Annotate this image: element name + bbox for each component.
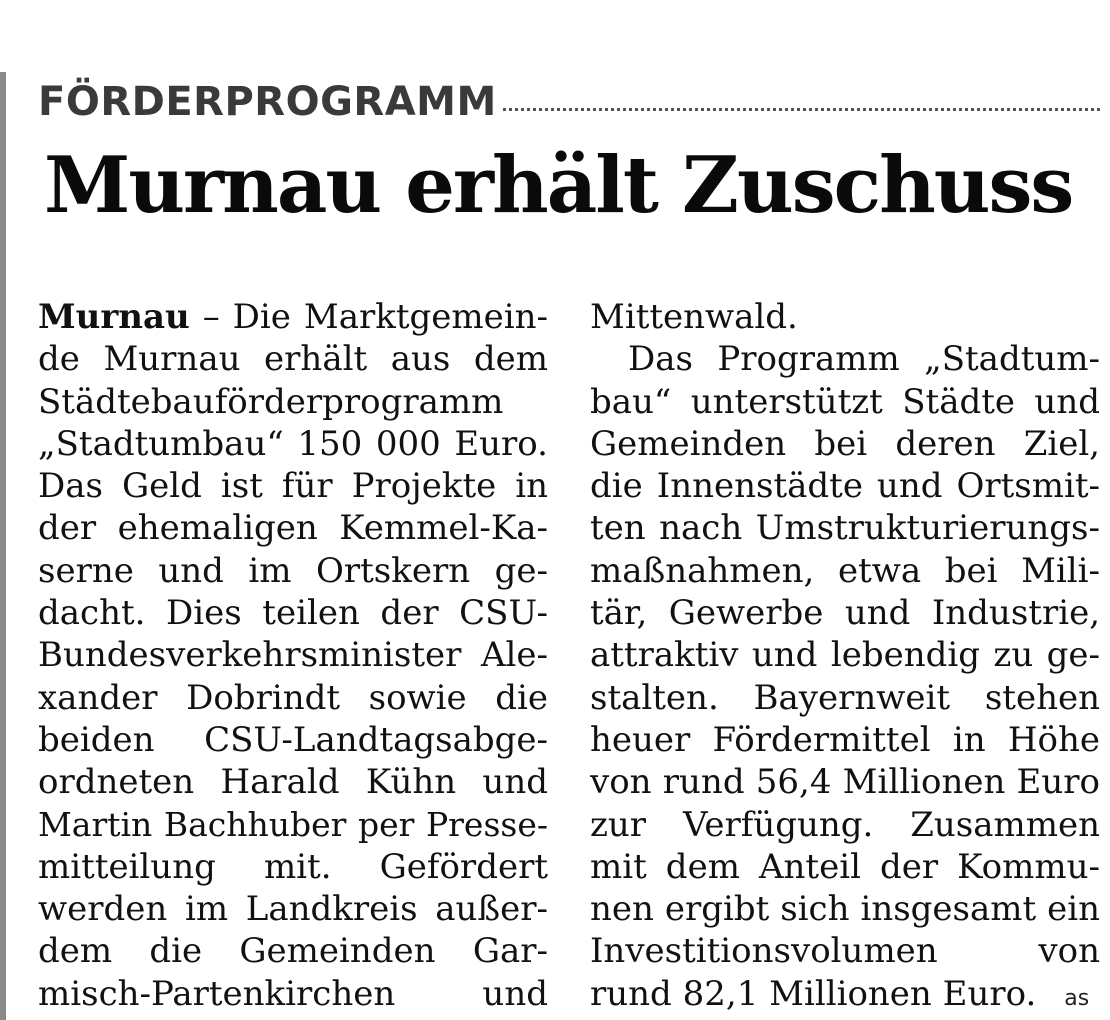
article-line: „Stadtumbau“ 150 000 Euro. bbox=[38, 423, 548, 464]
article-line: heuer Fördermittel in Höhe bbox=[590, 719, 1100, 760]
article-line: bau“ unterstützt Städte und bbox=[590, 381, 1100, 422]
article-line: von rund 56,4 Millionen Euro bbox=[590, 762, 1100, 803]
author-initials: as bbox=[1064, 985, 1090, 1011]
article-line: zur Verfügung. Zusammen bbox=[590, 804, 1100, 845]
article-line: attraktiv und lebendig zu ge- bbox=[590, 635, 1100, 676]
article-line: nen ergibt sich insgesamt ein bbox=[590, 889, 1100, 930]
article-line: xander Dobrindt sowie die bbox=[38, 677, 548, 718]
article-line: stalten. Bayernweit stehen bbox=[590, 677, 1100, 718]
article-line: Martin Bachhuber per Presse- bbox=[38, 804, 548, 844]
article-line: mit dem Anteil der Kommu- bbox=[590, 846, 1100, 887]
article-line: maßnahmen, etwa bei Mili- bbox=[590, 550, 1100, 591]
article-line: Das Programm „Stadtum- bbox=[628, 339, 1100, 380]
line-text: rund 82,1 Millionen Euro. bbox=[590, 973, 1037, 1014]
article-line: Das Geld ist für Projekte in bbox=[38, 466, 548, 507]
kicker: FÖRDERPROGRAMM bbox=[38, 79, 497, 125]
article-line: beiden CSU-Landtagsabge- bbox=[38, 719, 548, 760]
left-margin-rule bbox=[0, 72, 6, 1020]
article-line: der ehemaligen Kemmel-Ka- bbox=[38, 508, 548, 549]
article-line: werden im Landkreis außer- bbox=[38, 889, 548, 930]
article-line: Städtebauförderprogramm bbox=[38, 381, 504, 422]
article-line bbox=[590, 973, 1100, 1015]
kicker-row bbox=[38, 78, 1100, 126]
article-line: Bundesverkehrsminister Ale- bbox=[38, 635, 548, 676]
article-line: de Murnau erhält aus dem bbox=[38, 339, 548, 380]
headline: Murnau erhält Zuschuss bbox=[44, 140, 1073, 231]
article-line: ordneten Harald Kühn und bbox=[38, 762, 548, 803]
article-line: Gemeinden bei deren Ziel, bbox=[590, 423, 1100, 464]
article-line: misch-Partenkirchen und bbox=[38, 973, 548, 1014]
article-column-right bbox=[590, 296, 1100, 1015]
article-line: Mittenwald. bbox=[590, 297, 798, 337]
article-line: dem die Gemeinden Gar- bbox=[38, 931, 548, 972]
article-line bbox=[38, 296, 548, 338]
line-text: – Die Marktgemein- bbox=[202, 297, 548, 337]
article-line: die Innenstädte und Ortsmit- bbox=[590, 466, 1100, 507]
kicker-dotted-rule bbox=[503, 108, 1100, 111]
article-line: serne und im Ortskern ge- bbox=[38, 550, 548, 591]
article-line: tär, Gewerbe und Industrie, bbox=[590, 593, 1100, 634]
article-line: mitteilung mit. Gefördert bbox=[38, 846, 548, 887]
article-line: Investitionsvolumen von bbox=[590, 931, 1100, 972]
dateline: Murnau bbox=[38, 297, 190, 337]
article-column-left bbox=[38, 296, 548, 1015]
article-line: ten nach Umstrukturierungs- bbox=[590, 508, 1100, 549]
article-line: dacht. Dies teilen der CSU- bbox=[38, 593, 548, 634]
